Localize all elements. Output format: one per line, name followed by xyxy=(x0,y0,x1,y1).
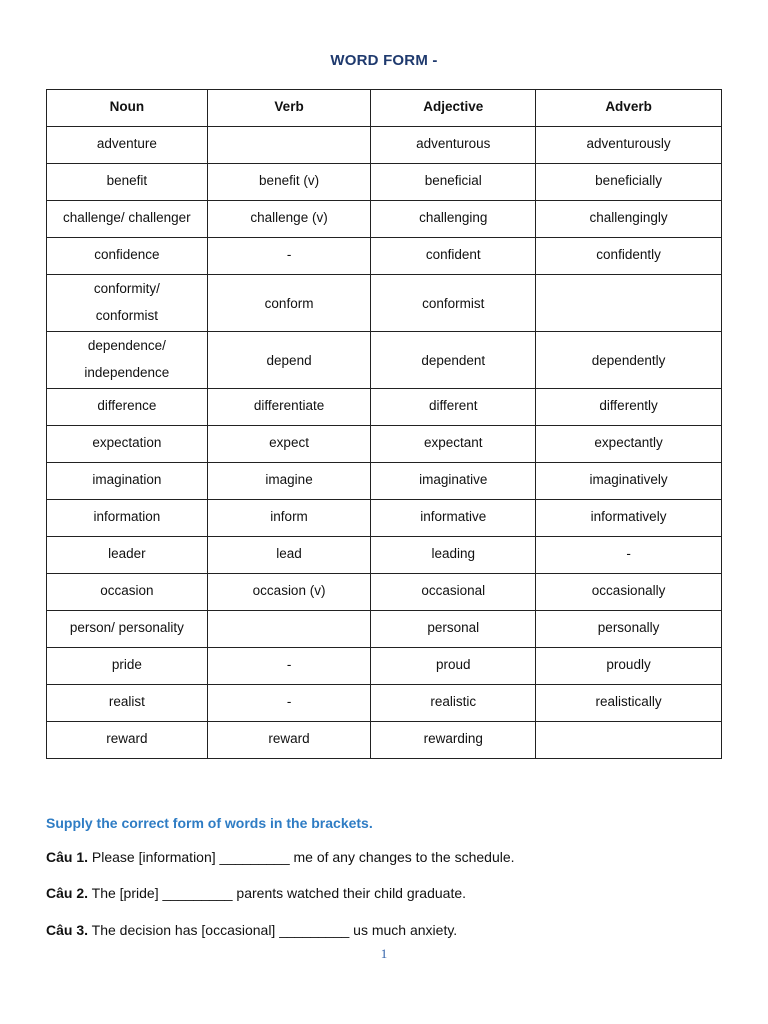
question-label: Câu 1. xyxy=(46,849,89,865)
table-row xyxy=(47,574,722,611)
table-row xyxy=(47,537,722,574)
cell-adverb: dependently xyxy=(536,332,722,389)
question-label: Câu 3. xyxy=(46,922,89,938)
question-text: The [pride] _________ parents watched their child graduate. xyxy=(91,885,467,901)
cell-adjective: expectant xyxy=(371,426,536,463)
table-row xyxy=(47,275,722,332)
cell-adjective: leading xyxy=(371,537,536,574)
cell-adjective: realistic xyxy=(371,685,536,722)
cell-adverb: differently xyxy=(536,389,722,426)
cell-verb: inform xyxy=(207,500,371,537)
cell-verb: - xyxy=(207,648,371,685)
table-row xyxy=(47,164,722,201)
page-number: 1 xyxy=(380,946,388,961)
cell-adjective: imaginative xyxy=(371,463,536,500)
cell-adverb: confidently xyxy=(536,238,722,275)
cell-noun: expectation xyxy=(47,426,208,463)
question-text: The decision has [occasional] _________ us much anxiety. xyxy=(91,922,458,938)
cell-verb: imagine xyxy=(207,463,371,500)
header-adjective: Adjective xyxy=(371,90,536,127)
cell-adverb xyxy=(536,722,722,759)
cell-adjective: different xyxy=(371,389,536,426)
cell-verb: occasion (v) xyxy=(207,574,371,611)
cell-noun: difference xyxy=(47,389,208,426)
cell-verb: depend xyxy=(207,332,371,389)
cell-noun: challenge/ challenger xyxy=(47,201,208,238)
cell-adjective: informative xyxy=(371,500,536,537)
table-row xyxy=(47,685,722,722)
cell-adverb: challengingly xyxy=(536,201,722,238)
cell-adjective: personal xyxy=(371,611,536,648)
cell-adjective: beneficial xyxy=(371,164,536,201)
cell-adjective: adventurous xyxy=(371,127,536,164)
table-row xyxy=(47,201,722,238)
cell-verb xyxy=(207,611,371,648)
cell-adverb: imaginatively xyxy=(536,463,722,500)
cell-noun: person/ personality xyxy=(47,611,208,648)
question-label: Câu 2. xyxy=(46,885,89,901)
cell-adjective: challenging xyxy=(371,201,536,238)
cell-verb: differentiate xyxy=(207,389,371,426)
cell-adjective: confident xyxy=(371,238,536,275)
cell-verb: benefit (v) xyxy=(207,164,371,201)
cell-verb: - xyxy=(207,685,371,722)
cell-noun: imagination xyxy=(47,463,208,500)
cell-noun: occasion xyxy=(47,574,208,611)
header-adverb: Adverb xyxy=(536,90,722,127)
table-row xyxy=(47,127,722,164)
page-title: WORD FORM - xyxy=(330,52,438,69)
cell-verb: challenge (v) xyxy=(207,201,371,238)
table-row xyxy=(47,611,722,648)
cell-noun: pride xyxy=(47,648,208,685)
cell-adverb: adventurously xyxy=(536,127,722,164)
cell-adverb: proudly xyxy=(536,648,722,685)
cell-noun: reward xyxy=(47,722,208,759)
cell-noun: confidence xyxy=(47,238,208,275)
table-row xyxy=(47,648,722,685)
header-noun: Noun xyxy=(47,90,208,127)
instruction: Supply the correct form of words in the brackets. xyxy=(46,815,373,831)
question-1 xyxy=(46,849,515,865)
word-form-table xyxy=(46,89,722,759)
cell-verb: expect xyxy=(207,426,371,463)
cell-adverb: occasionally xyxy=(536,574,722,611)
cell-verb: lead xyxy=(207,537,371,574)
cell-verb: - xyxy=(207,238,371,275)
question-3 xyxy=(46,922,457,938)
cell-noun: information xyxy=(47,500,208,537)
table-row xyxy=(47,426,722,463)
table-row xyxy=(47,463,722,500)
cell-adverb xyxy=(536,275,722,332)
cell-verb: conform xyxy=(207,275,371,332)
cell-verb xyxy=(207,127,371,164)
cell-verb: reward xyxy=(207,722,371,759)
header-verb: Verb xyxy=(207,90,371,127)
cell-noun: benefit xyxy=(47,164,208,201)
table-row xyxy=(47,389,722,426)
cell-noun: conformity/ conformist xyxy=(47,275,208,332)
cell-noun: adventure xyxy=(47,127,208,164)
cell-noun: dependence/ independence xyxy=(47,332,208,389)
cell-adjective: conformist xyxy=(371,275,536,332)
table-row xyxy=(47,722,722,759)
table-row xyxy=(47,500,722,537)
cell-adverb: realistically xyxy=(536,685,722,722)
table-body xyxy=(47,127,722,759)
question-2 xyxy=(46,885,466,901)
table-row xyxy=(47,332,722,389)
cell-adverb: - xyxy=(536,537,722,574)
cell-noun: realist xyxy=(47,685,208,722)
cell-adverb: informatively xyxy=(536,500,722,537)
cell-adverb: personally xyxy=(536,611,722,648)
table-header-row xyxy=(47,90,722,127)
cell-adverb: beneficially xyxy=(536,164,722,201)
cell-adverb: expectantly xyxy=(536,426,722,463)
cell-noun: leader xyxy=(47,537,208,574)
cell-adjective: occasional xyxy=(371,574,536,611)
cell-adjective: dependent xyxy=(371,332,536,389)
table-row xyxy=(47,238,722,275)
question-text: Please [information] _________ me of any changes to the schedule. xyxy=(91,849,515,865)
cell-adjective: proud xyxy=(371,648,536,685)
cell-adjective: rewarding xyxy=(371,722,536,759)
